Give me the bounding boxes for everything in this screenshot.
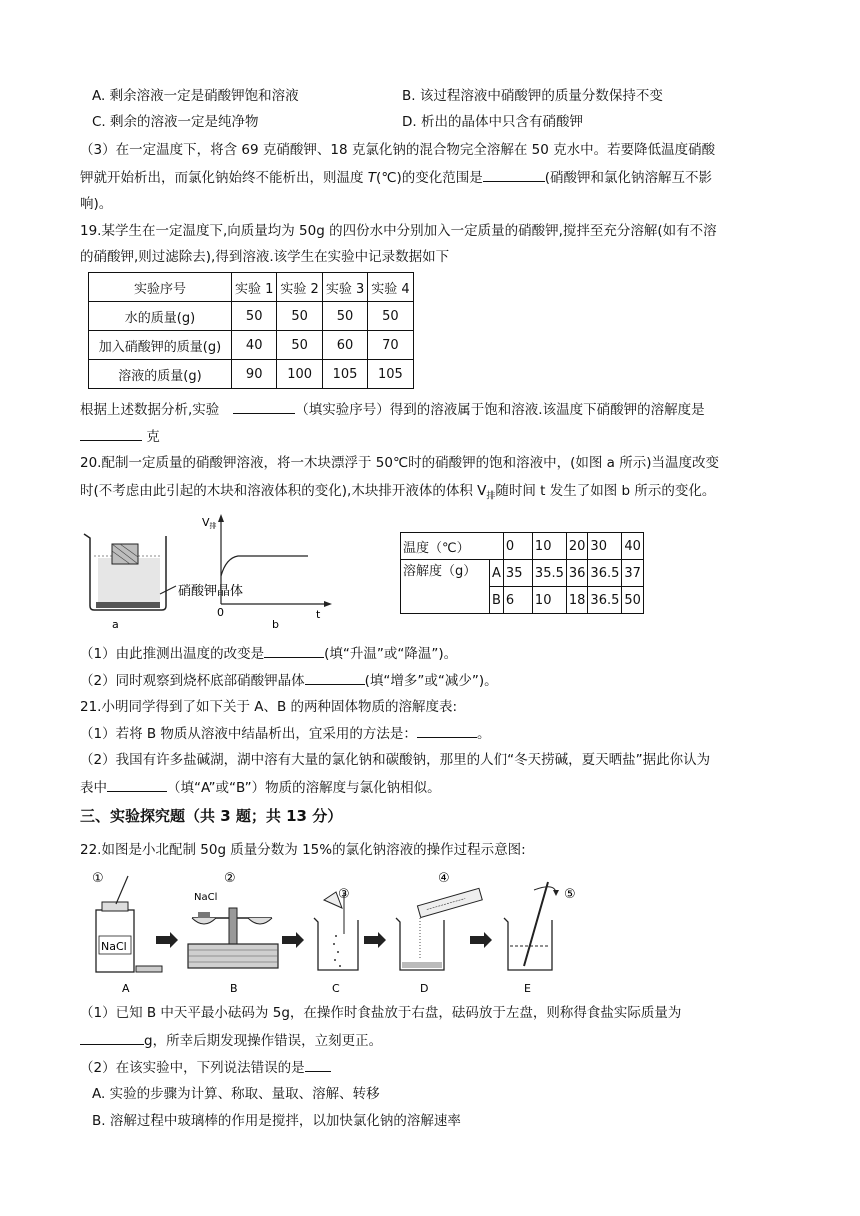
q20-part1 — [80, 643, 457, 664]
q18-part3-line2 — [80, 167, 712, 188]
label-a: a — [112, 618, 119, 630]
answer-blank[interactable] — [305, 1057, 331, 1072]
arrow-icon — [470, 932, 492, 948]
crystal-layer — [96, 602, 160, 608]
q21-part2-line2 — [80, 777, 441, 798]
section-heading: 三、实验探究题（共 3 题；共 13 分） — [80, 807, 343, 825]
step-letter-a: A — [122, 982, 130, 995]
q21-stem: 21.小明同学得到了如下关于 A、B 的两种固体物质的溶解度表: — [80, 699, 458, 715]
beaker-diagram — [84, 534, 176, 610]
step-number-1: ① — [92, 871, 104, 886]
axis-t-label: t — [316, 608, 321, 621]
table-cell: 35 — [503, 560, 532, 587]
q19-stem-line2: 的硝酸钾,则过滤除去),得到溶液.该学生在实验中记录数据如下 — [80, 249, 450, 265]
q20-figure — [76, 506, 336, 630]
table-cell: 90 — [232, 360, 277, 389]
table-cell: 18 — [566, 587, 588, 614]
table-cell: 20 — [566, 533, 588, 560]
table-cell: 温度（℃） — [401, 533, 504, 560]
q21-part1-end: 。 — [476, 726, 491, 742]
q22-part1-line2 — [80, 1030, 382, 1051]
table-header-cell: 实验 1 — [232, 273, 277, 302]
table-cell: 40 — [232, 331, 277, 360]
answer-blank[interactable] — [305, 670, 365, 685]
temperature-symbol: T — [367, 170, 377, 186]
q20-part1-hint: (填“升温”或“降温”)。 — [324, 646, 458, 662]
q20-stem-text2: 随时间 t 发生了如图 b 所示的变化。 — [495, 483, 716, 499]
table-cell: 30 — [588, 533, 622, 560]
q21-part2-line1: （2）我国有许多盐碱湖，湖中溶有大量的氯化钠和碳酸钠，那里的人们“冬天捞碱，夏天晒盐”据此你认为 — [80, 752, 711, 768]
answer-blank[interactable] — [264, 643, 324, 658]
table-cell: A — [490, 560, 504, 587]
step-letter-e: E — [524, 982, 531, 995]
q20-part1-text: （1）由此推测出温度的改变是 — [80, 646, 265, 662]
reagent-bottle-diagram — [96, 876, 162, 972]
q18-part3-text2: (℃)的变化范围是 — [376, 170, 483, 186]
table-cell: 10 — [532, 587, 566, 614]
table-header-cell: 实验 4 — [368, 273, 413, 302]
table-header-cell: 实验序号 — [89, 273, 232, 302]
table-cell: 50 — [277, 302, 322, 331]
table-cell: 50 — [232, 302, 277, 331]
table-cell: 36.5 — [588, 560, 622, 587]
table-cell: 40 — [622, 533, 644, 560]
table-cell: 35.5 — [532, 560, 566, 587]
table-cell: 37 — [622, 560, 644, 587]
table-row — [401, 560, 644, 587]
step-letter-d: D — [420, 982, 429, 995]
table-cell: 105 — [368, 360, 413, 389]
unit-text: 克 — [146, 429, 160, 445]
table-cell: 105 — [322, 360, 367, 389]
curve — [221, 556, 308, 576]
label-b: b — [272, 618, 279, 630]
table-cell: 36 — [566, 560, 588, 587]
answer-blank[interactable] — [417, 723, 477, 738]
table-cell: 36.5 — [588, 587, 622, 614]
q20-part2-hint: (填“增多”或“减少”)。 — [364, 673, 498, 689]
answer-blank[interactable] — [233, 399, 295, 414]
q18-option-b: B. 该过程溶液中硝酸钾的质量分数保持不变 — [402, 88, 663, 104]
balance-diagram — [188, 892, 278, 968]
q22-option-b: B. 溶解过程中玻璃棒的作用是搅拌，以加快氯化钠的溶解速率 — [92, 1113, 461, 1129]
cylinder-pouring-diagram — [396, 888, 482, 970]
step-letter-b: B — [230, 982, 238, 995]
table-cell: 70 — [368, 331, 413, 360]
axis-v-label: V排 — [202, 516, 217, 530]
table-cell: 溶解度（g） — [401, 560, 490, 614]
bottle-label: NaCl — [101, 940, 127, 953]
q19-after-line1 — [80, 399, 705, 420]
table-cell: 50 — [277, 331, 322, 360]
q21-part2-text2: （填“A”或“B”）物质的溶解度与氯化钠相似。 — [167, 780, 441, 796]
q21-part1-text: （1）若将 B 物质从溶液中结晶析出，宜采用的方法是： — [80, 726, 417, 742]
q19-after-line2 — [80, 426, 160, 447]
table-cell: 50 — [368, 302, 413, 331]
beaker-diagram — [314, 892, 358, 970]
subscript: 排 — [486, 491, 496, 502]
table-cell: 6 — [503, 587, 532, 614]
origin-label: 0 — [217, 606, 224, 619]
table-cell: 加入硝酸钾的质量(g) — [89, 331, 232, 360]
step-letter-c: C — [332, 982, 340, 995]
step-number-3: ③ — [338, 887, 350, 902]
solubility-table — [400, 532, 644, 614]
q18-option-c: C. 剩余的溶液一定是纯净物 — [92, 114, 259, 130]
table-cell: 60 — [322, 331, 367, 360]
q18-part3-line1: （3）在一定温度下，将含 69 克硝酸钾、18 克氯化钠的混合物完全溶解在 50 克水中。若要降低温度硝酸 — [80, 142, 716, 158]
q20-stem-line1: 20.配制一定质量的硝酸钾溶液，将一木块漂浮于 50℃时的硝酸钾的饱和溶液中，(如图 a 所示)当温度改变 — [80, 455, 719, 471]
table-cell: 水的质量(g) — [89, 302, 232, 331]
table-cell: 10 — [532, 533, 566, 560]
q19-after-text: 根据上述数据分析,实验 — [80, 402, 220, 418]
q22-procedure-figure — [86, 870, 606, 998]
q20-part2 — [80, 670, 498, 691]
answer-blank[interactable] — [80, 426, 142, 441]
q20-stem-line2 — [80, 481, 715, 507]
table-row — [89, 331, 414, 360]
q21-part1 — [80, 723, 490, 744]
q19-stem-line1: 19.某学生在一定温度下,向质量均为 50g 的四份水中分别加入一定质量的硝酸钾,搅拌至充分溶解(如有不溶 — [80, 223, 717, 239]
q22-part2 — [80, 1057, 331, 1078]
answer-blank[interactable] — [483, 167, 545, 182]
q19-data-table — [88, 272, 414, 389]
q20-part2-text: （2）同时观察到烧杯底部硝酸钾晶体 — [80, 673, 305, 689]
table-cell: 0 — [503, 533, 532, 560]
stirring-beaker-diagram — [504, 882, 559, 970]
q22-part1-text: g，所幸后期发现操作错误，立刻更正。 — [144, 1033, 383, 1049]
table-row — [89, 360, 414, 389]
arrow-icon — [282, 932, 304, 948]
table-cell: 100 — [277, 360, 322, 389]
answer-blank[interactable] — [80, 1030, 144, 1045]
answer-blank[interactable] — [107, 777, 167, 792]
q22-part1-line1: （1）已知 B 中天平最小砝码为 5g，在操作时食盐放于右盘，砝码放于左盘，则称得食盐实际质量为 — [80, 1005, 682, 1021]
balance-label: NaCl — [194, 892, 218, 903]
table-cell: 溶液的质量(g) — [89, 360, 232, 389]
q18-part3-text: 钾就开始析出，而氯化钠始终不能析出，则温度 — [80, 170, 368, 186]
q21-part2-text: 表中 — [80, 780, 107, 796]
q18-part3-text3: (硝酸钾和氯化钠溶解互不影 — [544, 170, 713, 186]
crystal-label: 硝酸钾晶体 — [178, 584, 244, 599]
arrow-icon — [156, 932, 178, 948]
q19-after-text2: （填实验序号）得到的溶液属于饱和溶液.该温度下硝酸钾的溶解度是 — [295, 402, 705, 418]
table-cell: 50 — [322, 302, 367, 331]
step-number-4: ④ — [438, 871, 450, 886]
table-header-cell: 实验 3 — [322, 273, 367, 302]
table-row — [401, 533, 644, 560]
table-cell: B — [490, 587, 504, 614]
q22-part2-text: （2）在该实验中，下列说法错误的是 — [80, 1060, 305, 1076]
step-number-5: ⑤ — [564, 887, 576, 902]
step-number-2: ② — [224, 871, 236, 886]
table-header-row — [89, 273, 414, 302]
q18-part3-line3: 响)。 — [80, 196, 113, 212]
q22-option-a: A. 实验的步骤为计算、称取、量取、溶解、转移 — [92, 1086, 380, 1102]
table-row — [89, 302, 414, 331]
table-header-cell: 实验 2 — [277, 273, 322, 302]
q22-stem: 22.如图是小北配制 50g 质量分数为 15%的氯化钠溶液的操作过程示意图: — [80, 842, 526, 858]
arrow-icon — [364, 932, 386, 948]
q18-option-a: A. 剩余溶液一定是硝酸钾饱和溶液 — [92, 88, 299, 104]
q18-option-d: D. 析出的晶体中只含有硝酸钾 — [402, 114, 583, 130]
q20-stem-text: 时(不考虑由此引起的木块和溶液体积的变化),木块排开液体的体积 V — [80, 483, 487, 499]
table-cell: 50 — [622, 587, 644, 614]
